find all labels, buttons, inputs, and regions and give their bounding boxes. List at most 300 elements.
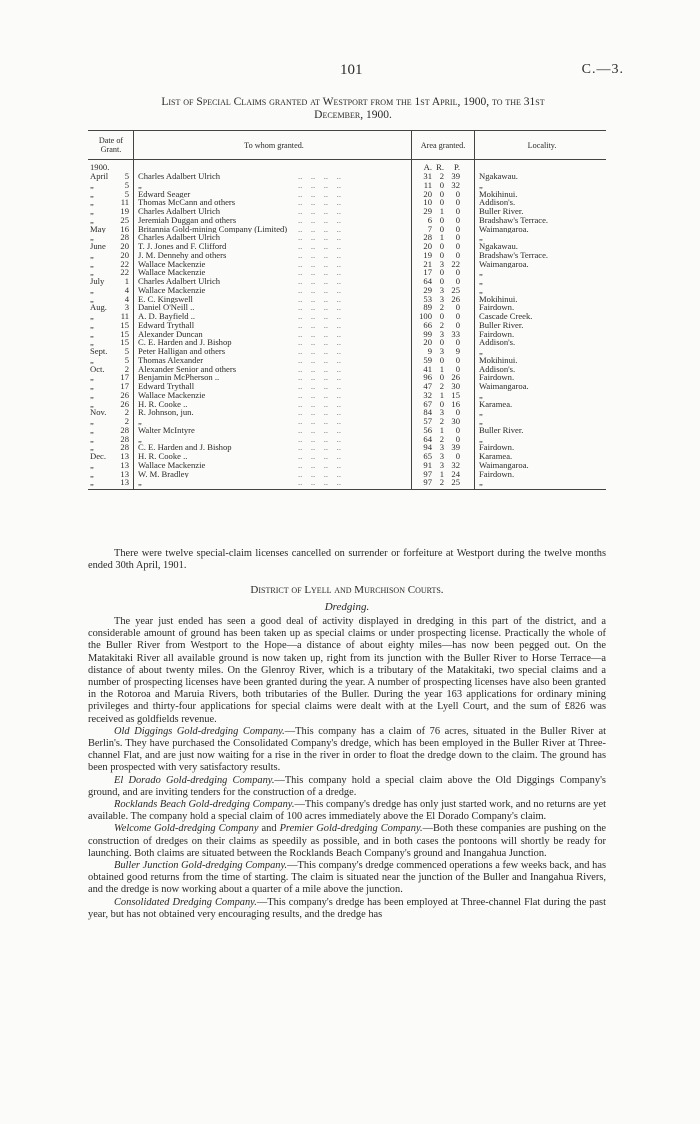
table-row [88,268,606,277]
table-row [88,251,606,260]
table-row [88,242,606,251]
paragraph-rocklands [88,799,606,823]
table-row [88,233,606,242]
paragraph-buller-junction [88,860,606,897]
district-heading: District of Lyell and Murchison Courts. [250,584,444,596]
area-acres: 67 [423,399,432,409]
grantee [134,216,412,225]
grantee-name: „ [138,478,142,488]
grant-day: 3 [124,303,129,312]
locality: Karamea. [479,399,513,409]
leader-dots: .. .. .. .. [298,215,341,225]
table-row [88,347,606,356]
leader-dots: .. .. .. .. [298,329,341,339]
area-roods: 0 [439,373,444,382]
area-acres: 9 [427,347,432,356]
area [412,435,475,444]
locality: Fairdown. [479,443,515,452]
grant-month: „ [90,382,94,391]
grant-month: „ [90,460,94,470]
locality: Addison's. [479,364,516,374]
leader-dots: .. .. .. .. [298,390,341,400]
grant-month: „ [90,434,94,444]
area-roods: 3 [439,460,444,470]
grant-day: 19 [120,207,129,216]
locality: Waimangaroa. [479,460,529,470]
grantee-name: H. R. Cooke .. [138,452,188,461]
grant-day: 28 [120,434,129,444]
grantee [134,408,412,417]
grant-day: 28 [120,425,129,435]
grant-date [88,268,134,277]
grant-day: 26 [120,399,129,409]
leader-dots: .. .. .. .. [298,373,341,382]
grant-day: 28 [120,233,129,242]
table-row [88,435,606,444]
area-perches: 30 [451,382,460,391]
locality: Karamea. [479,452,513,461]
grantee-name: Edward Trythall [138,320,195,330]
grant-month: „ [90,233,94,242]
area-acres: 56 [423,425,432,435]
area [412,338,475,347]
area-roods: 3 [439,329,444,339]
area-perches: 0 [455,224,460,234]
grantee [134,207,412,216]
locality: Fairdown. [479,303,515,312]
area-perches: 26 [451,294,460,304]
table-row [88,216,606,225]
area-perches: 26 [451,373,460,382]
grantee-name: „ [138,180,142,190]
grantee [134,443,412,452]
company-name: Premier Gold-dredging Company. [279,823,423,835]
locality: „ [479,434,483,444]
grantee [134,391,412,400]
grant-date [88,303,134,312]
area-acres: 47 [423,382,432,391]
area-roods: 0 [439,312,444,321]
grant-month: „ [90,417,94,426]
locality: Bradshaw's Terrace. [479,250,549,260]
grant-date [88,198,134,207]
area-roods: 0 [439,277,444,286]
area [412,190,475,199]
leader-dots: .. .. .. .. [298,303,341,312]
grant-month: „ [90,207,94,216]
grantee [134,251,412,260]
table-row [88,286,606,295]
locality: Cascade Creek. [479,312,533,321]
grant-month: Nov. [90,408,107,417]
table-row [88,181,606,190]
locality: Buller River. [479,320,524,330]
locality: „ [479,417,483,426]
area-perches: 0 [455,207,460,216]
leader-dots: .. .. .. .. [298,172,341,181]
paragraph-old-diggings [88,726,606,775]
area-roods: 2 [439,478,444,488]
grant-date [88,216,134,225]
grant-date [88,295,134,304]
grantee [134,295,412,304]
area-perches: 0 [455,364,460,374]
grantee [134,233,412,242]
grant-date [88,312,134,321]
year-units-row [88,160,606,173]
area-roods: 2 [439,417,444,426]
leader-dots: .. .. .. .. [298,180,341,190]
table-row [88,470,606,479]
area-roods: 0 [439,180,444,190]
grantee-name: Alexander Senior and others [138,364,237,374]
area-roods: 0 [439,338,444,347]
area [412,408,475,417]
table-row [88,382,606,391]
area-roods: 1 [439,233,444,242]
locality: Waimangaroa. [479,382,529,391]
leader-dots: .. .. .. .. [298,434,341,444]
company-name: Welcome Gold-dredging Company [114,823,259,835]
area [412,330,475,339]
area-acres: 19 [423,250,432,260]
grantee [134,373,412,382]
area-perches: 0 [455,452,460,461]
grantee [134,268,412,277]
paragraph-overview: The year just ended has seen a good deal of activity displayed in dredging in this part of the district, and a considerable amount of ground has been taken up as special claims or under prospecting license. Practically the whole of the Buller River from Westport to the Hope—a distance of about eighty miles—has now been pegged out. On the Matakitaki River all available ground is now taken up, right from its junction with the Buller River to Horse Terrace—a distance of about twenty miles. On the Glenroy River, which is a tributary of the Matakitaki, two special claims and a number of prospecting licenses have been granted during the year. A number of prospecting licenses have also been granted in the Rotoroa and Maruia Rivers, both tributaries of the Buller. During the year 163 applications for ordinary mining privileges and thirty-four applications for special claims were dealt with at the Lyell Court, and the sum of £826 was received as goldfields revenue. [88,616,606,725]
locality: „ [479,390,483,400]
cancelled-note-text: There were twelve special-claim licenses cancelled on surrender or forfeiture at Westport during the twelve months ended 30th April, 1901. [88,548,606,572]
grant-date [88,408,134,417]
grantee-name: „ [138,417,142,426]
area-perches: 0 [455,215,460,225]
area [412,277,475,286]
grantee-name: H. R. Cooke .. [138,399,188,409]
grantee [134,338,412,347]
grant-day: 2 [124,417,129,426]
dredging-subheading: Dredging. [324,601,370,613]
grant-month: „ [90,390,94,400]
area-perches: 0 [455,408,460,417]
grant-date [88,225,134,234]
leader-dots: .. .. .. .. [298,277,341,286]
grant-day: 13 [120,469,129,479]
table-row [88,417,606,426]
grant-month: „ [90,259,94,269]
grant-date [88,382,134,391]
special-claims-table [88,130,606,490]
table-row [88,295,606,304]
table-row [88,198,606,207]
company-name: Rocklands Beach Gold-dredging Company. [114,799,295,811]
table-row [88,373,606,382]
grantee [134,330,412,339]
area-perches: 0 [455,250,460,260]
grantee-name: Thomas McCann and others [138,198,236,207]
grantee [134,365,412,374]
table-body [88,160,606,490]
grantee-name: Daniel O'Neill .. [138,303,195,312]
area [412,417,475,426]
area [412,260,475,269]
area-acres: 89 [423,303,432,312]
cancelled-licenses-note [88,548,606,572]
grant-date [88,373,134,382]
grantee-name: E. C. Kingswell [138,294,193,304]
area-perches: 0 [455,268,460,277]
table-row [88,321,606,330]
area [412,452,475,461]
locality: „ [479,268,483,277]
grant-month: „ [90,198,94,207]
area-perches: 30 [451,417,460,426]
area-acres: 65 [423,452,432,461]
grant-date [88,470,134,479]
grant-day: 11 [120,198,129,207]
locality: Fairdown. [479,329,515,339]
area [412,382,475,391]
grant-day: 5 [124,180,129,190]
grant-month: „ [90,443,94,452]
grant-date [88,452,134,461]
grantee [134,312,412,321]
locality: Addison's. [479,338,516,347]
grant-month: „ [90,268,94,277]
grantee-name: J. M. Dennehy and others [138,250,227,260]
leader-dots: .. .. .. .. [298,224,341,234]
table-row [88,461,606,470]
leader-dots: .. .. .. .. [298,320,341,330]
area-acres: 84 [423,408,432,417]
area-acres: 32 [423,390,432,400]
grantee [134,277,412,286]
area-acres: 20 [423,338,432,347]
area [412,216,475,225]
paragraph-text: —Both these companies are pushing on the construction of dredges on their claims as speedily as possible, and in both cases the pontoons will shortly be ready for launching. Both claims are situated between the Rocklands Beach Company's ground and Inangahua Junction. [88,823,606,859]
table-title [108,96,598,122]
leader-dots: .. .. .. .. [298,355,341,365]
grantee-name: C. E. Harden and J. Bishop [138,338,232,347]
area-acres: 20 [423,242,432,251]
grantee-name: Charles Adalbert Ulrich [138,207,221,216]
leader-dots: .. .. .. .. [298,408,341,417]
grant-month: „ [90,215,94,225]
area-roods: 2 [439,172,444,181]
grantee [134,225,412,234]
area [412,225,475,234]
locality: Addison's. [479,198,516,207]
area [412,400,475,409]
area [412,268,475,277]
grant-month: „ [90,478,94,488]
leader-dots: .. .. .. .. [298,312,341,321]
area-roods: 3 [439,408,444,417]
grant-month: Dec. [90,452,106,461]
area-roods: 3 [439,443,444,452]
page-number: 101 [340,62,363,78]
area-perches: 32 [451,180,460,190]
table-row [88,400,606,409]
grant-date [88,347,134,356]
leader-dots: .. .. .. .. [298,382,341,391]
area-roods: 0 [439,224,444,234]
area [412,470,475,479]
leader-dots: .. .. .. .. [298,189,341,199]
grant-date [88,207,134,216]
area [412,426,475,435]
leader-dots: .. .. .. .. [298,233,341,242]
grantee-name: Benjamin McPherson .. [138,373,220,382]
grant-month: „ [90,250,94,260]
area-acres: 66 [423,320,432,330]
grant-day: 22 [120,259,129,269]
paragraph-text: —This company has a claim of 76 acres, situated in the Buller River at Berlin's. They have purchased the Consolidated Company's dredge, which has been employed in the Buller River at Three-channel Flat, and are just now waiting for a rise in the river in order to float the dredge down to the claim. The ground has been prospected with very satisfactory results. [88,725,606,774]
grant-month: „ [90,294,94,304]
grantee-name: A. D. Bayfield .. [138,312,196,321]
grant-date [88,190,134,199]
grant-month: Sept. [90,347,108,356]
grant-day: 26 [120,390,129,400]
grantee [134,321,412,330]
grant-date [88,461,134,470]
grantee-name: Britannia Gold-mining Company (Limited) [138,224,288,234]
leader-dots: .. .. .. .. [298,399,341,409]
table-row [88,260,606,269]
area-perches: 39 [451,443,460,452]
grant-month: „ [90,320,94,330]
grantee-name: Charles Adalbert Ulrich [138,233,221,242]
leader-dots: .. .. .. .. [298,198,341,207]
company-name: Old Diggings Gold-dredging Company. [114,725,285,737]
grant-date [88,242,134,251]
area-perches: 0 [455,189,460,199]
grant-month: „ [90,189,94,199]
grant-month: July [90,277,105,286]
locality: „ [479,285,483,295]
company-name: Buller Junction Gold-dredging Company. [114,860,288,872]
area-perches: 32 [451,460,460,470]
paragraph-welcome-premier [88,823,606,860]
area-acres: 17 [423,268,432,277]
area-acres: 6 [427,215,432,225]
paragraph-el-dorado [88,775,606,799]
area-perches: 33 [451,329,460,339]
column-header-date: Date of Grant. [88,131,134,160]
area [412,242,475,251]
area-acres: 20 [423,189,432,199]
paragraph-consolidated [88,897,606,921]
grantee [134,303,412,312]
locality: „ [479,180,483,190]
grantee [134,426,412,435]
grant-date [88,251,134,260]
leader-dots: .. .. .. .. [298,207,341,216]
grantee [134,461,412,470]
grant-day: 16 [120,224,129,234]
grantee-name: T. J. Jones and F. Clifford [138,242,227,251]
grant-day: 1 [124,277,129,286]
area-roods: 1 [439,425,444,435]
grant-day: 15 [120,320,129,330]
grant-date [88,181,134,190]
area-acres: 100 [419,312,432,321]
table-row [88,452,606,461]
grantee-name: Wallace Mackenzie [138,268,206,277]
column-header-grantee: To whom granted. [134,131,412,160]
area-acres: 57 [423,417,432,426]
area-perches: 25 [451,478,460,488]
grant-month: Aug. [90,303,107,312]
table-row [88,338,606,347]
locality: Fairdown. [479,469,515,479]
table-row [88,365,606,374]
area-acres: 94 [423,443,432,452]
grant-date [88,391,134,400]
area-perches: 0 [455,355,460,365]
grantee [134,172,412,181]
leader-dots: .. .. .. .. [298,443,341,452]
leader-dots: .. .. .. .. [298,338,341,347]
grantee [134,198,412,207]
area-roods: 0 [439,250,444,260]
area-acres: 31 [423,172,432,181]
grant-day: 11 [120,312,129,321]
grant-day: 13 [120,452,129,461]
area-perches: 22 [451,259,460,269]
grant-month: May [90,224,106,234]
grantee [134,435,412,444]
leader-dots: .. .. .. .. [298,250,341,260]
locality: Waimangaroa. [479,224,529,234]
grant-date [88,417,134,426]
leader-dots: .. .. .. .. [298,452,341,461]
grant-date [88,260,134,269]
locality: Waimangaroa. [479,259,529,269]
area [412,478,475,489]
grant-month: „ [90,425,94,435]
grant-day: 25 [120,215,129,225]
grant-day: 5 [124,172,129,181]
area-roods: 3 [439,452,444,461]
area-acres: 97 [423,478,432,488]
company-name: El Dorado Gold-dredging Company. [114,774,275,786]
grant-month: „ [90,180,94,190]
area-acres: 41 [423,364,432,374]
grant-month: June [90,242,106,251]
table-row [88,172,606,181]
grantee-name: Alexander Duncan [138,329,203,339]
area [412,303,475,312]
area-roods: 0 [439,215,444,225]
area-acres: 96 [423,373,432,382]
area-perches: 25 [451,285,460,295]
area-perches: 0 [455,312,460,321]
paragraph-text: —This company's dredge has only just started work, and no returns are yet available. The company hold a special claim of 100 acres immediately above the El Dorado Company's claim. [88,799,607,823]
grant-day: 13 [120,478,129,488]
paragraph-text: —This company hold a special claim above the Old Diggings Company's ground, and are inviting tenders for the construction of a dredge. [88,774,606,798]
table-row [88,312,606,321]
year-label: 1900. [88,160,134,173]
leader-dots: .. .. .. .. [298,364,341,374]
grantee [134,190,412,199]
area-perches: 16 [451,399,460,409]
grant-day: 20 [120,250,129,260]
area-roods: 3 [439,259,444,269]
area [412,295,475,304]
area-acres: 10 [423,198,432,207]
grant-day: 20 [120,242,129,251]
grantee-name: Thomas Alexander [138,355,204,365]
